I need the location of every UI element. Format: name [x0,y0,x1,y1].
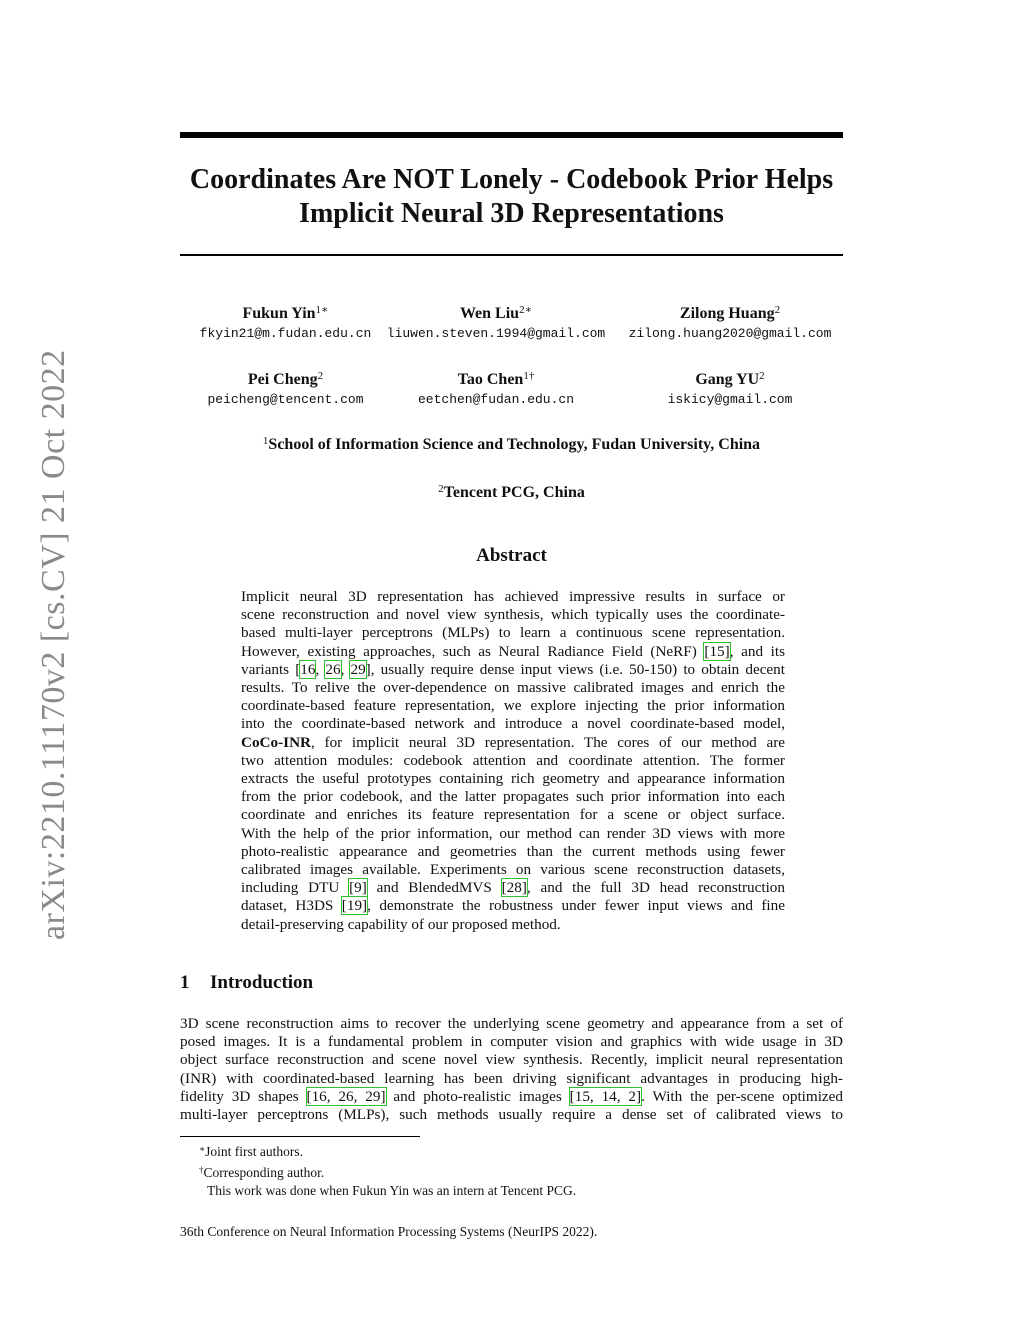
footnote-joint-first: ∗Joint first authors. [199,1144,303,1159]
author-block [623,366,837,410]
author-email[interactable]: fkyin21@m.fudan.edu.cn [199,326,372,341]
author-email[interactable]: peicheng@tencent.com [207,392,364,407]
abstract-line: variants [16, 26, 29], usually require dense input views (i.e. 50-150) to obtain decent [241,660,785,678]
abstract-body [241,588,785,934]
abstract-line: results. To relive the over-dependence on massive calibrated images and enrich the [241,679,785,697]
intro-line: multi-layer perceptrons (MLPs), such methods usually require a dense set of calibrated views to [180,1106,843,1124]
abstract-line: scene reconstruction and novel view synthesis, which typically uses the coordinate- [241,606,785,624]
abstract-heading: Abstract [476,545,547,566]
citation-link[interactable]: 29 [350,660,366,678]
author-name: Fukun Yin$^{1∗}$ [242,304,329,322]
introduction-body [180,1015,843,1124]
citation-link[interactable]: [19] [341,897,368,915]
author-name: Zilong Huang$^2$ [679,304,781,322]
paper-title-line-2: Implicit Neural 3D Representations [299,198,724,229]
model-name: CoCo-INR [241,733,312,751]
abstract-line: based multi-layer perceptrons (MLPs) to learn a continuous scene representation. [241,624,785,642]
conference-note: 36th Conference on Neural Information Processing Systems (NeurIPS 2022). [180,1224,598,1239]
intro-line: fidelity 3D shapes [16, 26, 29] and photo-realistic images [15, 14, 2]. With the per-scene optimized [180,1087,843,1105]
citation-link[interactable]: 16 [300,660,316,678]
author-email[interactable]: liuwen.steven.1994@gmail.com [386,326,606,341]
author-email[interactable]: zilong.huang2020@gmail.com [628,326,832,341]
abstract-line: photo-realistic appearance and geometries than the current methods using fewer [241,842,785,860]
abstract-line: With the help of the prior information, our method can render 3D views with more [241,824,785,842]
citation-link[interactable]: [16, 26, 29] [306,1087,386,1105]
author-name: Gang $YU^2$ [695,370,765,388]
author-block [383,366,609,410]
author-block [623,300,837,344]
abstract-line: two attention modules: codebook attention and coordinate attention. The former [241,751,785,769]
abstract-line: from the prior codebook, and the latter propagates such prior information into each [241,788,785,806]
intro-line: posed images. It is a fundamental problem in computer vision and graphics with wide usage in 3D [180,1033,843,1051]
author-email[interactable]: iskicy@gmail.com [667,392,793,407]
abstract-line: detail-preserving capability of our proposed method. [241,915,561,933]
intro-line: 3D scene reconstruction aims to recover the underlying scene geometry and appearance from a set of [180,1015,843,1032]
abstract-line: CoCo-INR, for implicit neural 3D representation. The cores of our method are [241,733,785,751]
affiliation-1: $^1$School of Information Science and Technology, Fudan University, China [262,435,761,453]
abstract-line: into the coordinate-based network and introduce a novel coordinate-based model, [241,715,785,733]
footnote-corresponding: †Corresponding author. [199,1165,325,1180]
arxiv-identifier-stamp: arXiv:2210.11170v2 [cs.CV] 21 Oct 2022 [35,349,72,940]
citation-link[interactable]: [9] [349,879,367,897]
author-block [178,300,393,344]
author-name: Wen Liu$^{2∗}$ [459,304,533,322]
footnotes [199,1140,576,1200]
intro-line: (INR) with coordinated-based learning has been driving significant advantages in producing high- [180,1069,843,1087]
author-name: Tao Chen$^{1\dagger}$ [457,370,535,388]
abstract-line: calibrated images available. Experiments on various scene reconstruction datasets, [241,861,785,879]
affiliation-2: $^2$Tencent PCG, China [438,483,585,501]
abstract-line: coordinate and enriches its feature representation for a scene or object surface. [241,806,785,824]
section-heading-introduction: 1 Introduction [180,972,314,993]
author-email[interactable]: eetchen@fudan.edu.cn [417,392,575,407]
abstract-line: coordinate-based feature representation, we explore injecting the prior information [241,697,785,715]
citation-link[interactable]: [28] [501,879,527,897]
abstract-line: extracts the useful prototypes containing rich geometry and appearance information [241,770,785,788]
abstract-line: Implicit neural 3D representation has achieved impressive results in surface or [241,588,785,605]
paper-title [180,163,843,231]
citation-link[interactable]: [15] [704,642,730,660]
citation-link[interactable]: 26 [325,660,341,678]
footnote-rule [180,1136,420,1137]
author-block [178,366,393,410]
citation-link[interactable]: [15, 14, 2] [569,1087,642,1105]
author-block [383,300,609,344]
abstract-line: dataset, H3DS [19], demonstrate the robustness under fewer input views and fine [241,897,785,915]
intro-line: object surface reconstruction and scene novel view synthesis. Recently, implicit neural representation [180,1051,843,1069]
footnote-intern: This work was done when Fukun Yin was an intern at Tencent PCG. [207,1183,577,1198]
abstract-line: including DTU [9] and BlendedMVS [28], and the full 3D head reconstruction [241,879,785,897]
title-bottom-rule [180,254,843,256]
abstract-line: However, existing approaches, such as Neural Radiance Field (NeRF) [15], and its [241,642,785,660]
paper-title-line-1: Coordinates Are NOT Lonely - Codebook Prior Helps [189,164,834,195]
author-name: Pei Cheng$^2$ [247,370,324,388]
title-top-rule [180,132,843,138]
